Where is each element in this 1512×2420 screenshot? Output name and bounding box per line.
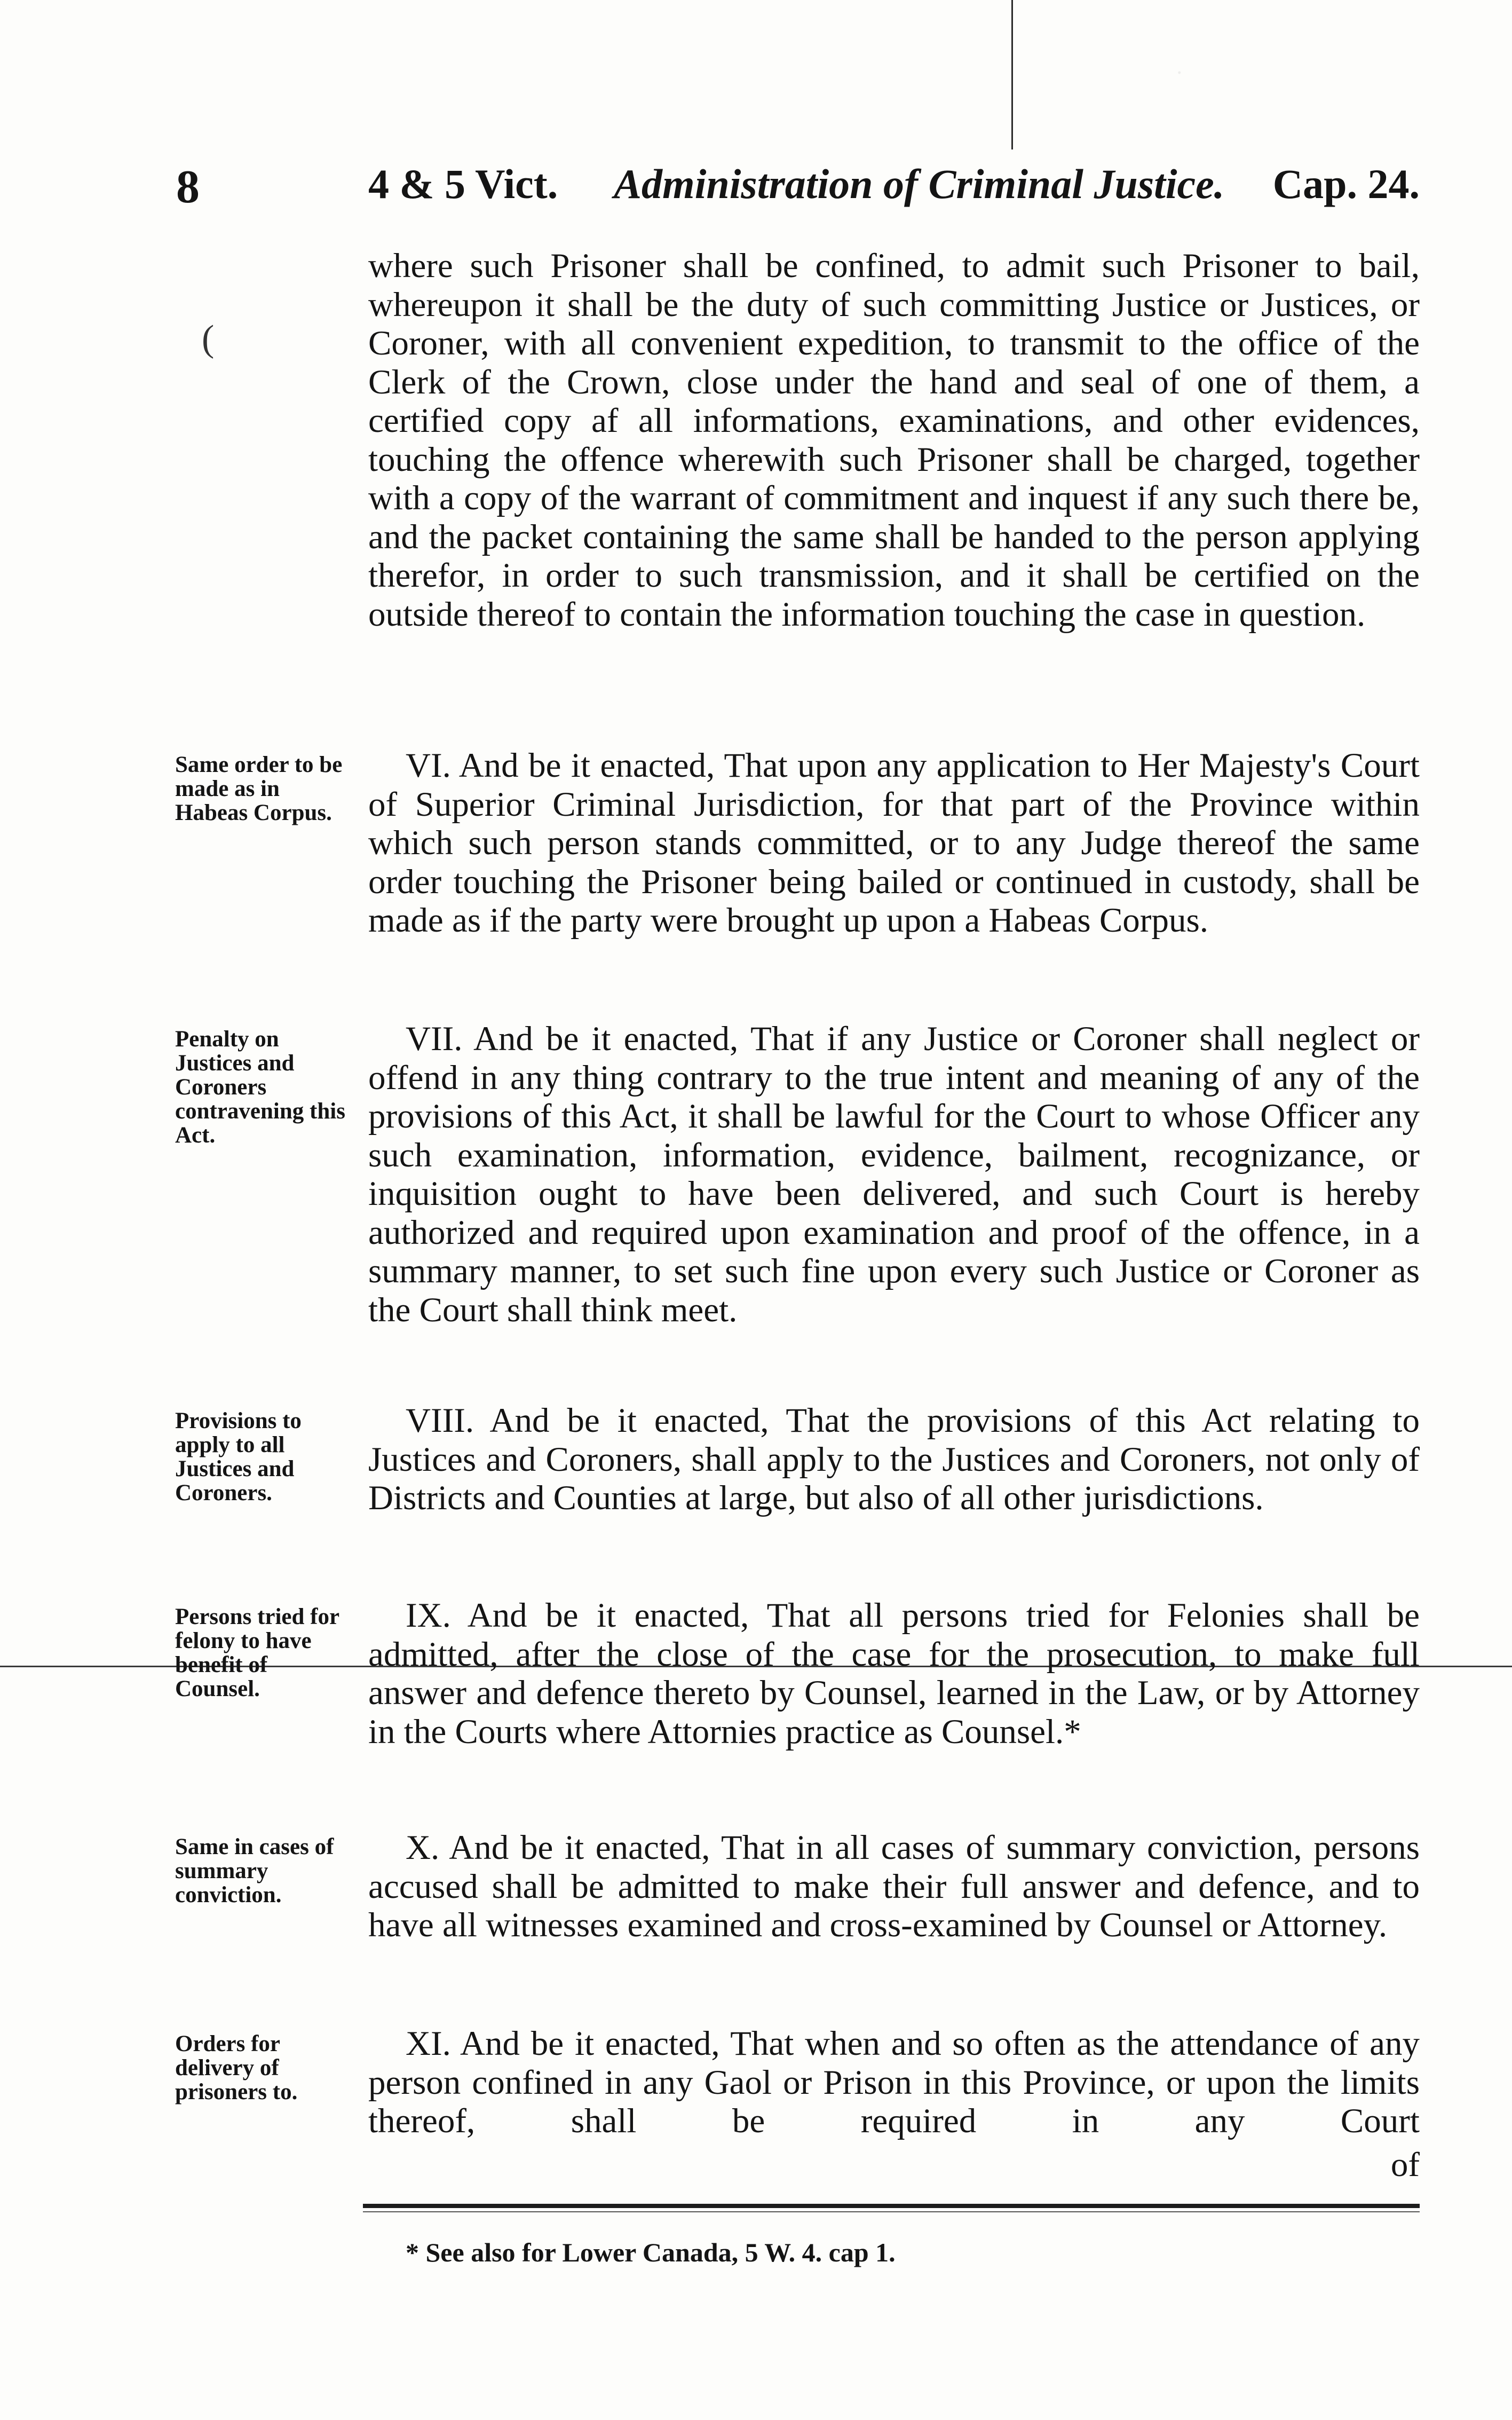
section-text: VI. And be it enacted, That upon any application to Her Majesty's Court of Superior Criminal Jurisdiction, for that part of the Province within which such person stands committed, or to any Judge thereof the same order touching the Prisoner being bailed or continued in custody, shall be made as if the party were brought up upon a Habeas Corpus. xyxy=(368,746,1420,940)
sidenote: Penalty on Justices and Coroners contravening this Act. xyxy=(175,1027,345,1148)
section-text: VII. And be it enacted, That if any Justice or Coroner shall neglect or offend in any thing contrary to the true intent and meaning of any of the provisions of this Act, it shall be lawful for the Court to whose Officer any such examination, information, evidence, bailment, recognizance, or inquisition ought to have been delivered, and such Court is hereby authorized and required upon examination and proof of the offence, in a summary manner, to set such fine upon every such Justice or Coroner as the Court shall think meet. xyxy=(368,1020,1420,1329)
sidenote: Persons tried for felony to have benefit of Counsel. xyxy=(175,1604,339,1701)
sidenote: Provisions to apply to all Justices and Coroners. xyxy=(175,1408,302,1505)
section-text: IX. And be it enacted, That all persons tried for Felonies shall be admitted, after the close of the case for the prosecution, to make full answer and defence thereto by Counsel, learned in the Law, or by Attorney in the Courts where Attornies practice as Counsel.* xyxy=(368,1596,1420,1751)
footnote: * See also for Lower Canada, 5 W. 4. cap 1. xyxy=(406,2237,896,2267)
page-number: 8 xyxy=(176,161,200,213)
footnote-rule xyxy=(363,2204,1420,2208)
margin-mark: ( xyxy=(202,318,215,359)
sidenote: Same in cases of summary conviction. xyxy=(175,1834,334,1907)
opening-paragraph: where such Prisoner shall be confined, to admit such Prisoner to bail, whereupon it shall be the duty of such committing Justice or Justices, or Coroner, with all convenient expedition, to transmit to the office of the Clerk of the Crown, close under the hand and seal of one of them, a certified copy af all informations, examinations, and other evidences, touching the offence wherewith such Prisoner shall be charged, together with a copy of the warrant of commitment and inquest if any such there be, and the packet containing the same shall be handed to the person applying therefor, in order to such transmission, and it shall be certified on the outside thereof to contain the information touching the case in question. xyxy=(368,247,1420,634)
chapter-number: Cap. 24. xyxy=(1272,161,1420,207)
act-title: Administration of Criminal Justice. xyxy=(614,161,1225,207)
section-text: VIII. And be it enacted, That the provisions of this Act relating to Justices and Coroners, shall apply to the Justices and Coroners, not only of Districts and Counties at large, but also of all other jurisdictions. xyxy=(368,1401,1420,1517)
section-text: X. And be it enacted, That in all cases of summary conviction, persons accused shall be admitted to make their full answer and defence, and to have all witnesses examined and cross-examined by Counsel or Attorney. xyxy=(368,1828,1420,1944)
scan-mark xyxy=(1011,0,1013,149)
regnal-year: 4 & 5 Vict. xyxy=(368,161,558,207)
running-header xyxy=(176,160,1420,219)
section-text: XI. And be it enacted, That when and so often as the attendance of any person confined in any Gaol or Prison in this Province, or upon the limits thereof, shall be required in any Court xyxy=(368,2024,1420,2140)
catchword: of xyxy=(1390,2146,1420,2184)
sidenote: Orders for delivery of prisoners to. xyxy=(175,2031,298,2104)
sidenote: Same order to be made as in Habeas Corpus. xyxy=(175,752,343,825)
footnote-rule-thin xyxy=(363,2211,1420,2212)
